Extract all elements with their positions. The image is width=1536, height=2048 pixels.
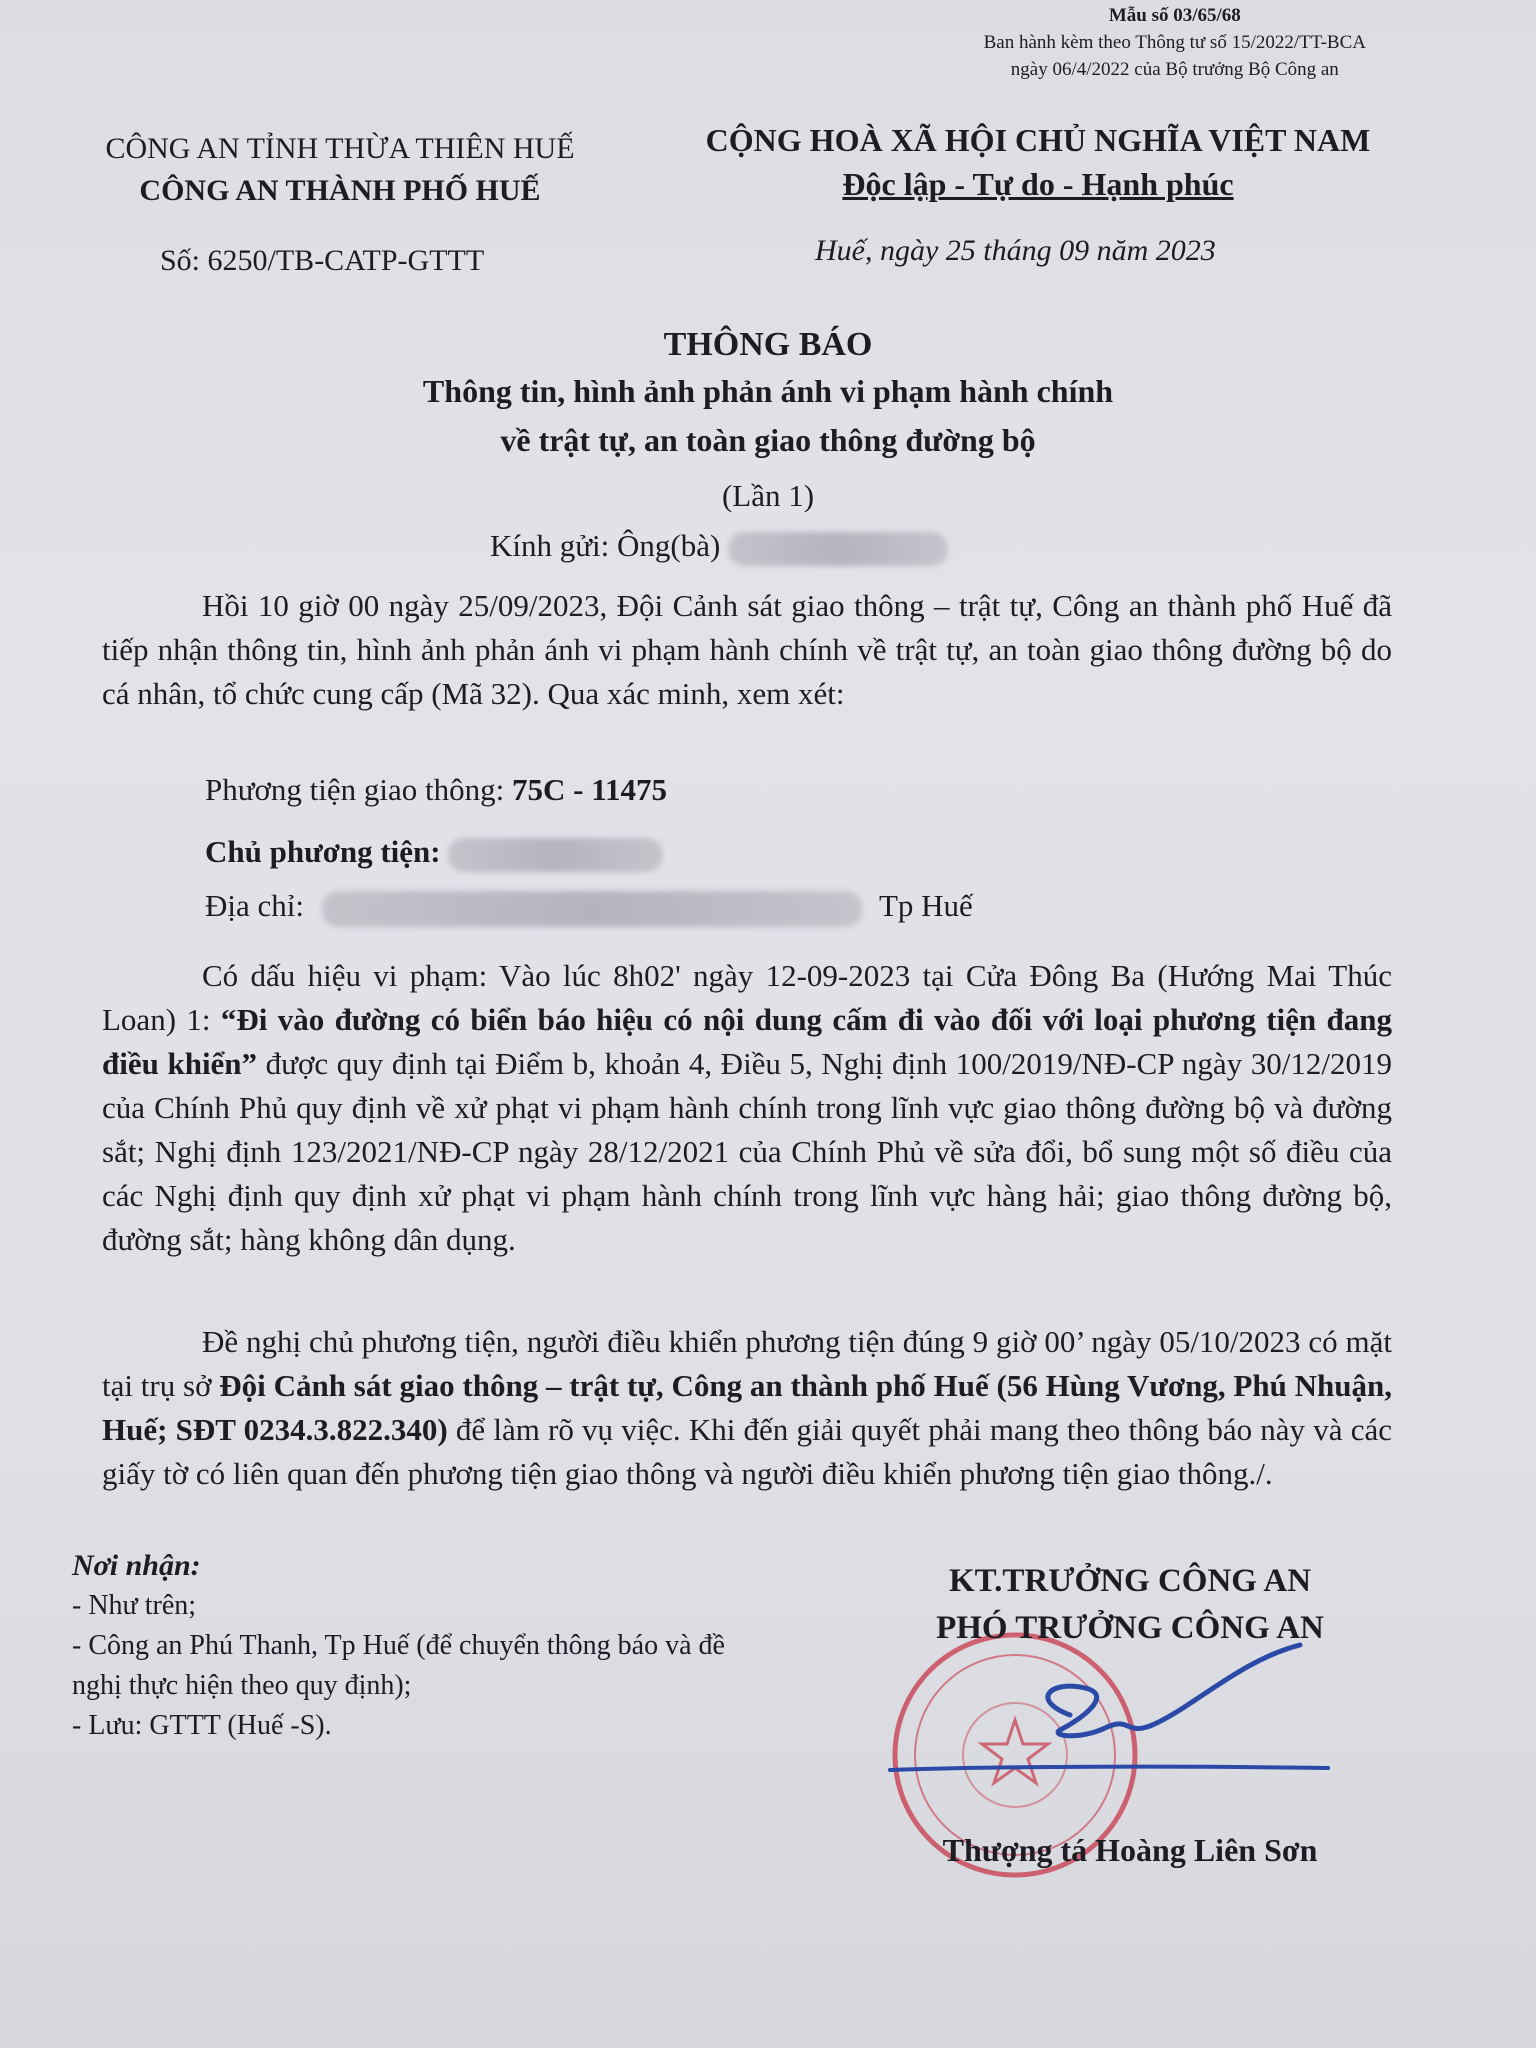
handwritten-signature [880,1640,1350,1790]
signature-title-2: PHÓ TRƯỞNG CÔNG AN [936,1610,1324,1646]
document-number: Số: 6250/TB-CATP-GTTT [160,244,485,277]
address-label: Địa chỉ: [205,888,304,923]
recipients-list [72,1546,772,1746]
form-code-line-1: Ban hành kèm theo Thông tư số 15/2022/TT-BCA [983,32,1366,53]
recipient-item: - Công an Phú Thanh, Tp Huế (để chuyển thông báo và đề nghị thực hiện theo quy định); [72,1630,725,1701]
address-city: Tp Huế [878,888,973,923]
iteration-label: (Lần 1) [721,478,815,513]
recipient-label: Kính gửi: Ông(bà) [490,528,721,563]
request-text-b: để làm rõ vụ việc. Khi đến giải quyết phải mang theo thông báo này và các giấy tờ có liên quan đến phương tiện giao thông và người điều khiển phương tiện giao thông./. [102,1412,1392,1491]
motto: Độc lập - Tự do - Hạnh phúc [842,166,1234,202]
agency-name: CÔNG AN THÀNH PHỐ HUẾ [139,174,541,207]
paragraph-violation [102,954,1392,1262]
paragraph-intro-text: Hồi 10 giờ 00 ngày 25/09/2023, Đội Cảnh sát giao thông – trật tự, Công an thành phố Huế đã tiếp nhận thông tin, hình ảnh phản ánh vi phạm hành chính về trật tự, an toàn giao thông đường bộ do cá nhân, tổ chức cung cấp (Mã 32). Qua xác minh, xem xét: [102,588,1392,711]
document-title: THÔNG BÁO [663,326,873,363]
form-code-block [984,2,1366,83]
redacted-owner-name [448,838,663,872]
owner-line [205,834,663,872]
signature-title-1: KT.TRƯỞNG CÔNG AN [948,1563,1312,1599]
paragraph-intro [102,584,1392,716]
owner-label: Chủ phương tiện: [205,834,441,869]
document-subtitle-1: Thông tin, hình ảnh phản ánh vi phạm hành chính [422,373,1114,409]
paragraph-request [102,1320,1392,1496]
vehicle-line [205,772,667,808]
place-date: Huế, ngày 25 tháng 09 năm 2023 [815,234,1216,267]
request-location: Đội Cảnh sát giao thông – trật tự, Công an thành phố Huế (56 Hùng Vương, Phú Nhuận, Huế; SĐT 0234.3.822.340) [102,1368,1392,1447]
agency-parent: CÔNG AN TỈNH THỪA THIÊN HUẾ [105,132,575,165]
recipients-heading: Nơi nhận: [72,1549,201,1582]
redacted-address [322,891,862,927]
violation-description: “Đi vào đường có biển báo hiệu có nội dung cấm đi vào đối với loại phương tiện đang điều khiển” [102,1002,1392,1081]
document-subtitle-2: về trật tự, an toàn giao thông đường bộ [500,422,1036,458]
issuing-agency [70,128,610,212]
vehicle-label: Phương tiện giao thông: [205,772,505,807]
recipient-line [490,528,948,566]
redacted-recipient-name [728,532,948,566]
vehicle-plate: 75C - 11475 [512,772,668,807]
signature-block [880,1558,1380,1652]
address-line [205,888,973,927]
signer-name: Thượng tá Hoàng Liên Sơn [942,1832,1318,1868]
request-text-a: Đề nghị chủ phương tiện, người điều khiển phương tiện đúng 9 giờ 00’ ngày 05/10/2023 có mặt tại trụ sở [102,1324,1392,1403]
form-code-line-2: ngày 06/4/2022 của Bộ trưởng Bộ Công an [1010,59,1339,80]
violation-text-a: Có dấu hiệu vi phạm: Vào lúc 8h02' ngày 12-09-2023 tại Cửa Đông Ba (Hướng Mai Thúc Loan) 1: [102,958,1392,1037]
recipient-item: - Như trên; [72,1590,197,1621]
country-name: CỘNG HOÀ XÃ HỘI CHỦ NGHĨA VIỆT NAM [705,122,1371,158]
violation-text-b: được quy định tại Điểm b, khoản 4, Điều 5, Nghị định 100/2019/NĐ-CP ngày 30/12/2019 của Chính Phủ quy định về xử phạt vi phạm hành chính trong lĩnh vực giao thông đường bộ và đường sắt; Nghị định 123/2021/NĐ-CP ngày 28/12/2021 của Chính Phủ về sửa đổi, bổ sung một số điều của các Nghị định quy định xử phạt vi phạm hành chính trong lĩnh vực hàng hải; giao thông đường bộ, đường sắt; hàng không dân dụng. [102,1046,1392,1257]
form-code: Mẫu số 03/65/68 [1108,5,1241,26]
national-motto [668,118,1408,206]
recipient-item: - Lưu: GTTT (Huế -S). [72,1710,332,1741]
